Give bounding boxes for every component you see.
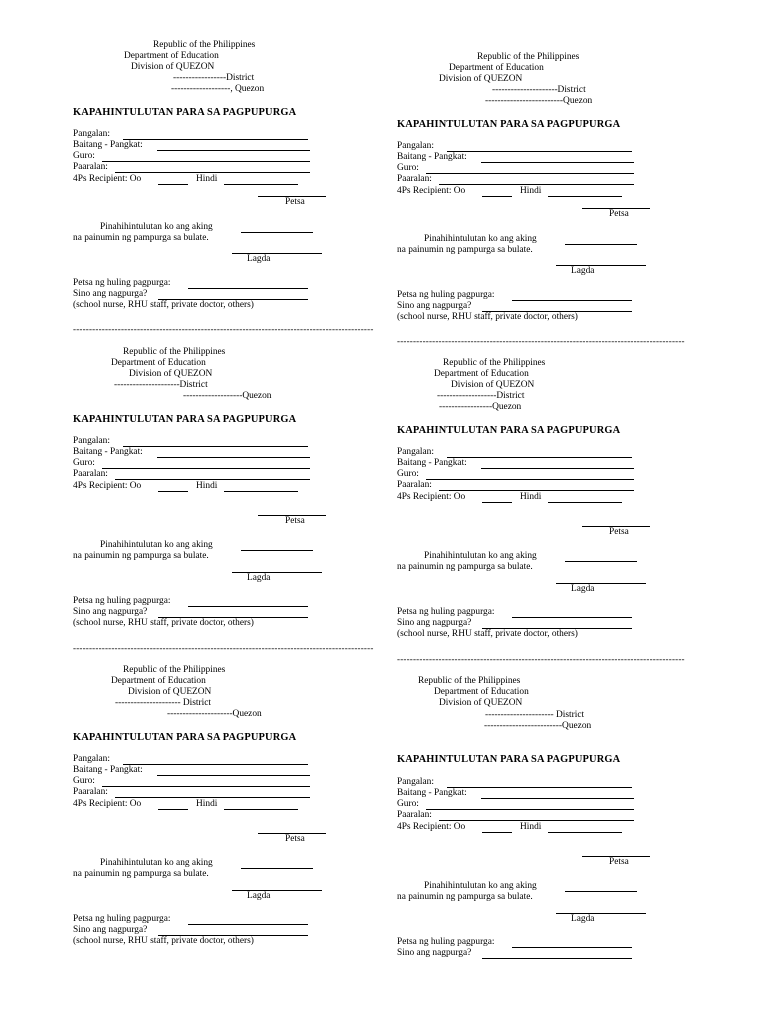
field-pangalan-label: Pangalan: bbox=[73, 129, 110, 139]
field-pangalan-label: Pangalan: bbox=[397, 141, 434, 151]
cut-line-top-left: ---------------------------------------------------------------------------------------------- bbox=[73, 324, 374, 334]
header-division: Division of QUEZON bbox=[128, 687, 212, 697]
cut-line-middle-left: ---------------------------------------------------------------------------------------------- bbox=[73, 643, 374, 653]
header-municipality: -------------------------Quezon bbox=[485, 96, 593, 106]
field-pangalan-label: Pangalan: bbox=[73, 754, 110, 764]
field-hindi-label: Hindi bbox=[196, 799, 218, 809]
last-deworm-date-label: Petsa ng huling pagpurga: bbox=[397, 290, 495, 300]
who-dewormed-note: (school nurse, RHU staff, private doctor, others) bbox=[397, 312, 578, 322]
consent-line-2: na painumin ng pampurga sa bulate. bbox=[73, 551, 209, 561]
last-deworm-date-label: Petsa ng huling pagpurga: bbox=[73, 914, 171, 924]
who-dewormed-label: Sino ang nagpurga? bbox=[73, 289, 148, 299]
who-dewormed-label: Sino ang nagpurga? bbox=[73, 607, 148, 617]
field-guro-line[interactable] bbox=[426, 173, 634, 174]
child-name-line[interactable] bbox=[565, 891, 637, 892]
field-guro-label: Guro: bbox=[397, 799, 419, 809]
field-hindi-label: Hindi bbox=[196, 481, 218, 491]
header-republic: Republic of the Philippines bbox=[443, 358, 546, 368]
last-deworm-date-label: Petsa ng huling pagpurga: bbox=[73, 596, 171, 606]
consent-line-2: na painumin ng pampurga sa bulate. bbox=[397, 245, 533, 255]
header-deped: Department of Education bbox=[111, 676, 206, 686]
header-district: --------------------- District bbox=[115, 698, 212, 708]
header-division: Division of QUEZON bbox=[439, 74, 523, 84]
who-dewormed-line[interactable] bbox=[482, 958, 632, 959]
lagda-label: Lagda bbox=[247, 573, 271, 583]
header-deped: Department of Education bbox=[434, 687, 529, 697]
permission-slip-0 bbox=[70, 40, 374, 350]
field-paaralan-line[interactable] bbox=[439, 184, 634, 185]
field-guro-line[interactable] bbox=[426, 479, 634, 480]
header-division: Division of QUEZON bbox=[451, 380, 535, 390]
field-baitang-line[interactable] bbox=[157, 150, 310, 151]
header-municipality: ---------------------Quezon bbox=[167, 709, 262, 719]
field-guro-line[interactable] bbox=[102, 468, 310, 469]
field-hindi-line[interactable] bbox=[548, 196, 622, 197]
petsa-label: Petsa bbox=[285, 516, 305, 526]
header-district: -----------------District bbox=[173, 73, 255, 83]
field-baitang-line[interactable] bbox=[481, 468, 634, 469]
field-baitang-line[interactable] bbox=[157, 457, 310, 458]
field-4ps-oo-line[interactable] bbox=[158, 184, 188, 185]
last-deworm-date-line[interactable] bbox=[512, 617, 632, 618]
last-deworm-date-label: Petsa ng huling pagpurga: bbox=[397, 607, 495, 617]
field-paaralan-label: Paaralan: bbox=[397, 810, 432, 820]
header-district: ---------------------District bbox=[492, 85, 586, 95]
child-name-line[interactable] bbox=[241, 232, 313, 233]
field-baitang-line[interactable] bbox=[157, 775, 310, 776]
field-paaralan-label: Paaralan: bbox=[397, 174, 432, 184]
field-pangalan-line[interactable] bbox=[447, 457, 632, 458]
child-name-line[interactable] bbox=[241, 868, 313, 869]
field-4ps-oo-line[interactable] bbox=[482, 502, 512, 503]
header-division: Division of QUEZON bbox=[131, 62, 215, 72]
field-hindi-line[interactable] bbox=[224, 491, 298, 492]
field-4ps-label: 4Ps Recipient: Oo bbox=[73, 799, 142, 809]
field-baitang-line[interactable] bbox=[481, 798, 634, 799]
permission-slip-4 bbox=[70, 665, 370, 975]
petsa-label: Petsa bbox=[609, 857, 629, 867]
permission-slip-2 bbox=[70, 347, 374, 657]
signature-line[interactable] bbox=[232, 572, 322, 573]
header-republic: Republic of the Philippines bbox=[477, 52, 580, 62]
field-paaralan-line[interactable] bbox=[115, 479, 310, 480]
field-guro-line[interactable] bbox=[426, 809, 634, 810]
field-baitang-line[interactable] bbox=[481, 162, 634, 163]
petsa-label: Petsa bbox=[285, 834, 305, 844]
field-4ps-oo-line[interactable] bbox=[482, 832, 512, 833]
field-pangalan-line[interactable] bbox=[123, 764, 308, 765]
field-pangalan-label: Pangalan: bbox=[73, 436, 110, 446]
petsa-label: Petsa bbox=[609, 209, 629, 219]
field-4ps-label: 4Ps Recipient: Oo bbox=[73, 174, 142, 184]
who-dewormed-label: Sino ang nagpurga? bbox=[397, 301, 472, 311]
field-4ps-oo-line[interactable] bbox=[482, 196, 512, 197]
petsa-label: Petsa bbox=[609, 527, 629, 537]
field-guro-label: Guro: bbox=[397, 163, 419, 173]
field-guro-label: Guro: bbox=[73, 776, 95, 786]
field-hindi-line[interactable] bbox=[224, 809, 298, 810]
field-hindi-label: Hindi bbox=[520, 822, 542, 832]
field-4ps-oo-line[interactable] bbox=[158, 491, 188, 492]
who-dewormed-note: (school nurse, RHU staff, private doctor, others) bbox=[397, 629, 578, 639]
field-pangalan-line[interactable] bbox=[447, 787, 632, 788]
field-4ps-label: 4Ps Recipient: Oo bbox=[397, 822, 466, 832]
consent-line-2: na painumin ng pampurga sa bulate. bbox=[397, 892, 533, 902]
last-deworm-date-line[interactable] bbox=[188, 288, 308, 289]
field-guro-label: Guro: bbox=[397, 469, 419, 479]
field-pangalan-label: Pangalan: bbox=[397, 447, 434, 457]
field-4ps-label: 4Ps Recipient: Oo bbox=[397, 186, 466, 196]
field-pangalan-line[interactable] bbox=[123, 446, 308, 447]
consent-line-2: na painumin ng pampurga sa bulate. bbox=[73, 869, 209, 879]
child-name-line[interactable] bbox=[241, 550, 313, 551]
field-paaralan-line[interactable] bbox=[439, 490, 634, 491]
signature-line[interactable] bbox=[232, 253, 322, 254]
who-dewormed-note: (school nurse, RHU staff, private doctor, others) bbox=[73, 936, 254, 946]
field-paaralan-label: Paaralan: bbox=[73, 787, 108, 797]
header-deped: Department of Education bbox=[111, 358, 206, 368]
form-title: KAPAHINTULUTAN PARA SA PAGPUPURGA bbox=[73, 107, 297, 118]
child-name-line[interactable] bbox=[565, 244, 637, 245]
signature-line[interactable] bbox=[556, 583, 646, 584]
signature-line[interactable] bbox=[232, 890, 322, 891]
consent-line-1: Pinahihintulutan ko ang aking bbox=[424, 881, 537, 891]
field-baitang-label: Baitang - Pangkat: bbox=[397, 458, 467, 468]
last-deworm-date-label: Petsa ng huling pagpurga: bbox=[397, 937, 495, 947]
who-dewormed-label: Sino ang nagpurga? bbox=[397, 948, 472, 958]
form-title: KAPAHINTULUTAN PARA SA PAGPUPURGA bbox=[73, 414, 297, 425]
header-district: -------------------District bbox=[437, 391, 525, 401]
field-4ps-label: 4Ps Recipient: Oo bbox=[73, 481, 142, 491]
field-guro-line[interactable] bbox=[102, 161, 310, 162]
consent-line-1: Pinahihintulutan ko ang aking bbox=[424, 551, 537, 561]
form-title: KAPAHINTULUTAN PARA SA PAGPUPURGA bbox=[73, 732, 297, 743]
field-paaralan-label: Paaralan: bbox=[397, 480, 432, 490]
who-dewormed-note: (school nurse, RHU staff, private doctor, others) bbox=[73, 300, 254, 310]
field-pangalan-line[interactable] bbox=[123, 139, 308, 140]
field-paaralan-line[interactable] bbox=[439, 820, 634, 821]
field-pangalan-line[interactable] bbox=[447, 151, 632, 152]
header-municipality: -------------------, Quezon bbox=[171, 84, 265, 94]
header-deped: Department of Education bbox=[449, 63, 544, 73]
cut-line-middle-right: ------------------------------------------------------------------------------------------ bbox=[397, 654, 685, 664]
field-baitang-label: Baitang - Pangkat: bbox=[73, 447, 143, 457]
field-hindi-line[interactable] bbox=[224, 184, 298, 185]
header-republic: Republic of the Philippines bbox=[418, 676, 521, 686]
header-republic: Republic of the Philippines bbox=[153, 40, 256, 50]
header-deped: Department of Education bbox=[434, 369, 529, 379]
header-municipality: -------------------------Quezon bbox=[484, 721, 592, 731]
lagda-label: Lagda bbox=[571, 914, 595, 924]
field-hindi-label: Hindi bbox=[520, 186, 542, 196]
lagda-label: Lagda bbox=[247, 254, 271, 264]
form-title: KAPAHINTULUTAN PARA SA PAGPUPURGA bbox=[397, 754, 621, 765]
lagda-label: Lagda bbox=[247, 891, 271, 901]
field-paaralan-line[interactable] bbox=[115, 172, 310, 173]
field-guro-line[interactable] bbox=[102, 786, 310, 787]
field-paaralan-label: Paaralan: bbox=[73, 469, 108, 479]
field-baitang-label: Baitang - Pangkat: bbox=[397, 152, 467, 162]
consent-line-2: na painumin ng pampurga sa bulate. bbox=[73, 233, 209, 243]
field-guro-label: Guro: bbox=[73, 458, 95, 468]
field-4ps-label: 4Ps Recipient: Oo bbox=[397, 492, 466, 502]
field-4ps-oo-line[interactable] bbox=[158, 809, 188, 810]
header-district: ---------------------- District bbox=[485, 710, 585, 720]
lagda-label: Lagda bbox=[571, 584, 595, 594]
last-deworm-date-label: Petsa ng huling pagpurga: bbox=[73, 278, 171, 288]
header-division: Division of QUEZON bbox=[129, 369, 213, 379]
header-republic: Republic of the Philippines bbox=[123, 665, 226, 675]
signature-line[interactable] bbox=[556, 265, 646, 266]
signature-line[interactable] bbox=[556, 913, 646, 914]
field-baitang-label: Baitang - Pangkat: bbox=[397, 788, 467, 798]
field-hindi-line[interactable] bbox=[548, 502, 622, 503]
consent-line-1: Pinahihintulutan ko ang aking bbox=[100, 222, 213, 232]
last-deworm-date-line[interactable] bbox=[188, 606, 308, 607]
field-paaralan-label: Paaralan: bbox=[73, 162, 108, 172]
form-title: KAPAHINTULUTAN PARA SA PAGPUPURGA bbox=[397, 425, 621, 436]
header-republic: Republic of the Philippines bbox=[123, 347, 226, 357]
field-pangalan-label: Pangalan: bbox=[397, 777, 434, 787]
field-hindi-label: Hindi bbox=[196, 174, 218, 184]
form-title: KAPAHINTULUTAN PARA SA PAGPUPURGA bbox=[397, 119, 621, 130]
field-baitang-label: Baitang - Pangkat: bbox=[73, 140, 143, 150]
petsa-label: Petsa bbox=[285, 197, 305, 207]
field-baitang-label: Baitang - Pangkat: bbox=[73, 765, 143, 775]
consent-line-1: Pinahihintulutan ko ang aking bbox=[100, 858, 213, 868]
lagda-label: Lagda bbox=[571, 266, 595, 276]
child-name-line[interactable] bbox=[565, 561, 637, 562]
header-division: Division of QUEZON bbox=[439, 698, 523, 708]
consent-line-1: Pinahihintulutan ko ang aking bbox=[100, 540, 213, 550]
cut-line-top-right: ------------------------------------------------------------------------------------------ bbox=[397, 336, 685, 346]
consent-line-1: Pinahihintulutan ko ang aking bbox=[424, 234, 537, 244]
who-dewormed-note: (school nurse, RHU staff, private doctor, others) bbox=[73, 618, 254, 628]
field-guro-label: Guro: bbox=[73, 151, 95, 161]
header-district: ---------------------District bbox=[114, 380, 208, 390]
field-paaralan-line[interactable] bbox=[115, 797, 310, 798]
who-dewormed-label: Sino ang nagpurga? bbox=[73, 925, 148, 935]
who-dewormed-label: Sino ang nagpurga? bbox=[397, 618, 472, 628]
last-deworm-date-line[interactable] bbox=[188, 924, 308, 925]
last-deworm-date-line[interactable] bbox=[512, 947, 632, 948]
last-deworm-date-line[interactable] bbox=[512, 300, 632, 301]
permission-slip-1 bbox=[394, 52, 694, 362]
permission-slip-3 bbox=[394, 358, 694, 668]
header-deped: Department of Education bbox=[124, 51, 219, 61]
header-municipality: -----------------Quezon bbox=[439, 402, 522, 412]
field-hindi-label: Hindi bbox=[520, 492, 542, 502]
consent-line-2: na painumin ng pampurga sa bulate. bbox=[397, 562, 533, 572]
permission-slip-5 bbox=[394, 676, 694, 986]
header-municipality: -------------------Quezon bbox=[183, 391, 272, 401]
field-hindi-line[interactable] bbox=[548, 832, 622, 833]
